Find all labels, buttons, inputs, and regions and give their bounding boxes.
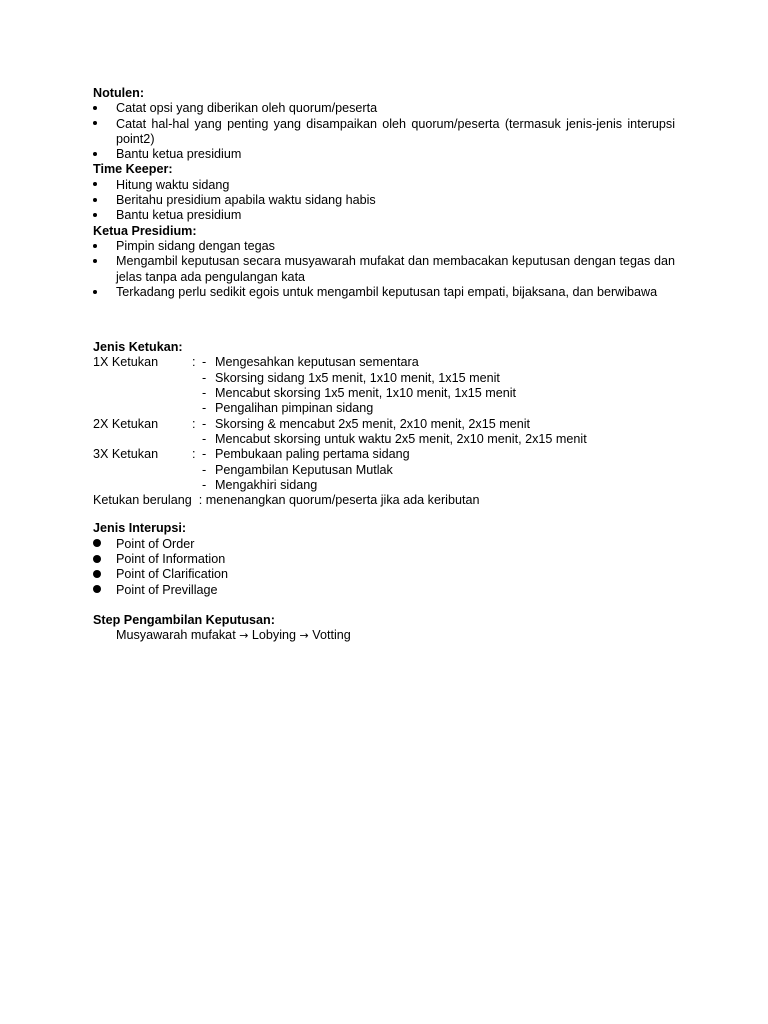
- dash-icon: -: [202, 447, 207, 462]
- time-keeper-list: [93, 178, 675, 224]
- step-item: Lobying: [251, 628, 297, 643]
- list-item: Mengambil keputusan secara musyawarah mufakat dan membacakan keputusan dengan tegas dan jelas tanpa ada pengulangan kata: [93, 254, 675, 285]
- ketukan-row: [93, 447, 675, 462]
- ketua-presidium-heading: Ketua Presidium:: [93, 223, 197, 238]
- ketukan-berulang: Ketukan berulang : menenangkan quorum/peserta jika ada keributan: [93, 493, 480, 508]
- interupsi-list: [93, 537, 675, 598]
- bullet-icon: [93, 583, 103, 598]
- dash-icon: -: [202, 477, 207, 492]
- dash-icon: -: [202, 416, 207, 431]
- ketukan-row: [93, 432, 675, 447]
- ketukan-item: Mengesahkan keputusan sementara: [215, 355, 419, 370]
- arrow-right-icon: →: [239, 629, 249, 643]
- dash-icon: -: [202, 386, 207, 401]
- ketukan-colon: :: [192, 355, 196, 370]
- ketukan-item: Pengambilan Keputusan Mutlak: [215, 462, 393, 477]
- bullet-icon: [93, 285, 103, 300]
- ketukan-row: [93, 355, 675, 370]
- bullet-icon: [93, 567, 103, 582]
- ketua-presidium-section: [93, 224, 675, 300]
- list-item: Point of Order: [93, 537, 675, 552]
- ketukan-item: Mengakhiri sidang: [215, 477, 318, 492]
- list-item: Bantu ketua presidium: [93, 147, 675, 162]
- notulen-heading: Notulen:: [93, 86, 145, 100]
- dash-icon: -: [202, 401, 207, 416]
- spacer: [93, 508, 675, 521]
- ketukan-row: [93, 386, 675, 401]
- list-item: Bantu ketua presidium: [93, 208, 675, 223]
- bullet-icon: [93, 239, 103, 254]
- step-flow: [93, 628, 675, 643]
- ketukan-label: 1X Ketukan: [93, 355, 159, 370]
- ketukan-item: Skorsing & mencabut 2x5 menit, 2x10 menit, 2x15 menit: [215, 416, 531, 431]
- step-heading: Step Pengambilan Keputusan:: [93, 612, 275, 627]
- bullet-icon: [93, 193, 103, 208]
- time-keeper-heading: Time Keeper:: [93, 162, 173, 177]
- jenis-ketukan-heading: Jenis Ketukan:: [93, 340, 183, 355]
- list-item: Catat opsi yang diberikan oleh quorum/peserta: [93, 101, 675, 116]
- ketukan-item: Pembukaan paling pertama sidang: [215, 447, 410, 462]
- ketukan-row: [93, 478, 675, 493]
- ketukan-label: 2X Ketukan: [93, 416, 159, 431]
- ketukan-row: [93, 371, 675, 386]
- bullet-icon: [93, 537, 103, 552]
- spacer: [93, 300, 675, 340]
- notulen-section: [93, 86, 675, 162]
- step-item: Musyawarah mufakat: [116, 628, 236, 643]
- bullet-icon: [93, 178, 103, 193]
- list-item: Hitung waktu sidang: [93, 178, 675, 193]
- ketua-presidium-list: [93, 239, 675, 300]
- step-item: Votting: [312, 628, 351, 643]
- list-item: Point of Previllage: [93, 583, 675, 598]
- ketukan-item: Mencabut skorsing 1x5 menit, 1x10 menit, 1x15 menit: [215, 386, 517, 401]
- jenis-ketukan-section: [93, 340, 675, 508]
- ketukan-row: [93, 417, 675, 432]
- bullet-icon: [93, 117, 103, 132]
- ketukan-colon: :: [192, 447, 196, 462]
- list-item: Point of Information: [93, 552, 675, 567]
- bullet-icon: [93, 552, 103, 567]
- time-keeper-section: [93, 162, 675, 223]
- ketukan-item: Mencabut skorsing untuk waktu 2x5 menit, 2x10 menit, 2x15 menit: [215, 431, 587, 446]
- ketukan-label: 3X Ketukan: [93, 447, 159, 462]
- step-section: [93, 613, 675, 644]
- notulen-list: [93, 101, 675, 162]
- bullet-icon: [93, 101, 103, 116]
- arrow-right-icon: →: [299, 629, 309, 643]
- bullet-icon: [93, 254, 103, 269]
- dash-icon: -: [202, 370, 207, 385]
- dash-icon: -: [202, 355, 207, 370]
- list-item: Catat hal-hal yang penting yang disampaikan oleh quorum/peserta (termasuk jenis-jenis interupsi point2): [93, 117, 675, 148]
- spacer: [93, 598, 675, 613]
- list-item: Point of Clarification: [93, 567, 675, 582]
- ketukan-item: Pengalihan pimpinan sidang: [215, 401, 374, 416]
- ketukan-row: [93, 401, 675, 416]
- ketukan-row: [93, 463, 675, 478]
- bullet-icon: [93, 147, 103, 162]
- list-item: Terkadang perlu sedikit egois untuk mengambil keputusan tapi empati, bijaksana, dan berwibawa: [93, 285, 675, 300]
- dash-icon: -: [202, 462, 207, 477]
- document-page: [93, 86, 675, 644]
- list-item: Pimpin sidang dengan tegas: [93, 239, 675, 254]
- ketukan-item: Skorsing sidang 1x5 menit, 1x10 menit, 1x15 menit: [215, 370, 500, 385]
- jenis-interupsi-section: [93, 521, 675, 597]
- dash-icon: -: [202, 431, 207, 446]
- ketukan-colon: :: [192, 416, 196, 431]
- bullet-icon: [93, 208, 103, 223]
- jenis-interupsi-heading: Jenis Interupsi:: [93, 521, 187, 536]
- list-item: Beritahu presidium apabila waktu sidang habis: [93, 193, 675, 208]
